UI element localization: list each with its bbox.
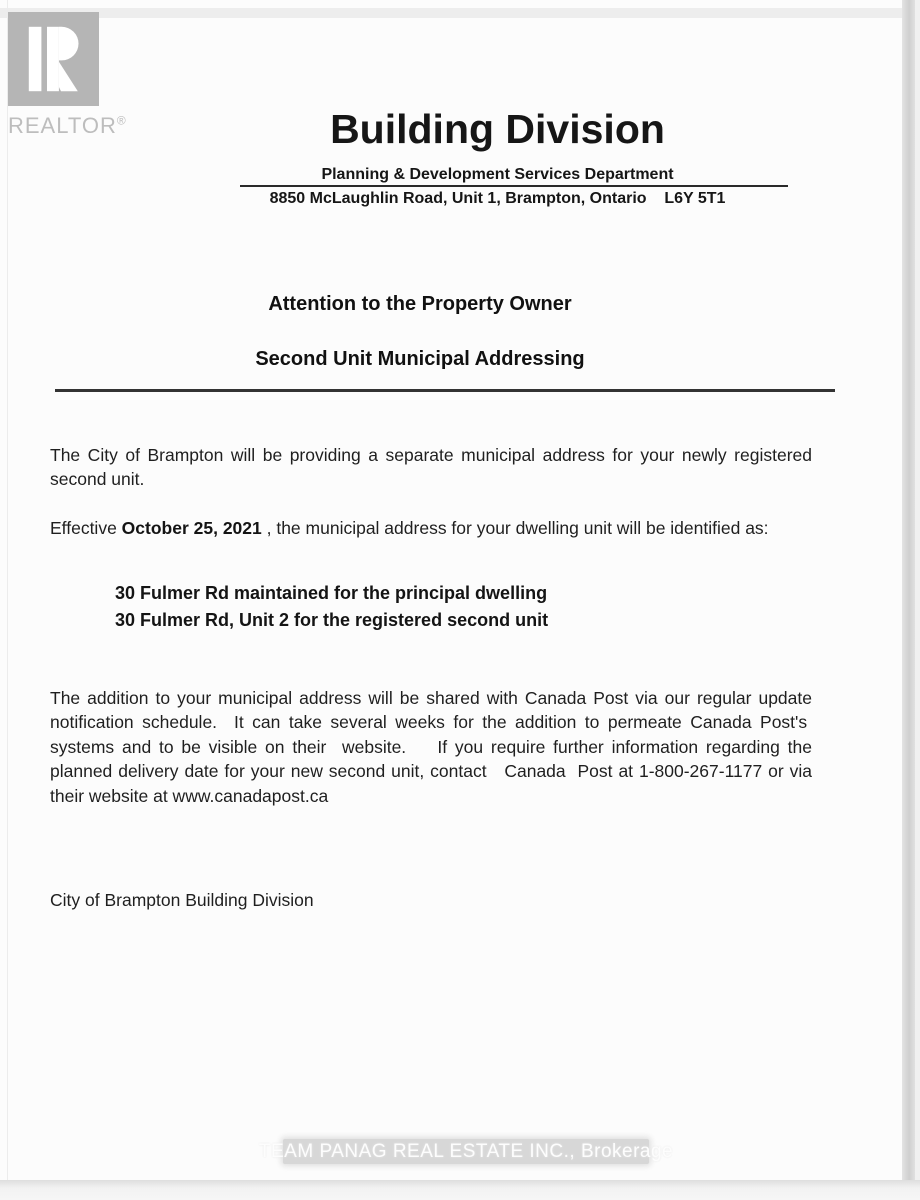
brokerage-watermark-text: TEAM PANAG REAL ESTATE INC., Brokerage [258,1140,674,1162]
paragraph-effective-prefix: Effective [50,517,122,538]
scan-artifact-top [0,8,920,18]
department-subtitle: Planning & Development Services Department [321,166,674,183]
realtor-wordmark: REALTOR® [8,113,127,138]
letterhead-rule [240,185,788,187]
realtor-logo [8,12,128,139]
registered-trademark-symbol: ® [116,113,127,128]
signature-line: City of Brampton Building Division [50,890,314,910]
brokerage-watermark [258,1139,674,1164]
principal-dwelling-address: 30 Fulmer Rd maintained for the principal dwelling [115,583,548,603]
scan-artifact-bottom [0,1180,920,1200]
unit-address-list [115,580,548,634]
scan-artifact-right-margin [915,0,920,1200]
paragraph-effective-date [50,516,812,541]
paragraph-effective-suffix: , the municipal address for your dwelling unit will be identified as: [261,517,769,538]
second-unit-address: 30 Fulmer Rd, Unit 2 for the registered second unit [115,610,549,630]
scan-artifact-left [7,0,8,1200]
notice-rule [55,389,835,392]
realtor-r-icon [8,12,99,106]
notice-heading-attention: Attention to the Property Owner [268,293,572,315]
notice-headings [30,293,810,371]
letterhead-address: 8850 McLaughlin Road, Unit 1, Brampton, Ontario L6Y 5T1 [269,190,726,207]
paragraph-intro: The City of Brampton will be providing a separate municipal address for your newly registered second unit. [50,444,812,489]
letterhead [120,106,875,183]
paragraph-canada-post: The addition to your municipal address will be shared with Canada Post via our regular update notification schedule. It can take several weeks for the addition to permeate Canada Post's systems and to be visible on their website. If you require further information regarding the planned delivery date for your new second unit, contact Canada Post at 1-800-267-1177 or via their website at www.canadapost.ca [50,687,812,806]
effective-date: October 25, 2021 [121,517,262,538]
page-title: Building Division [330,106,665,152]
notice-heading-subject: Second Unit Municipal Addressing [255,348,585,370]
scan-artifact-right [902,0,915,1200]
